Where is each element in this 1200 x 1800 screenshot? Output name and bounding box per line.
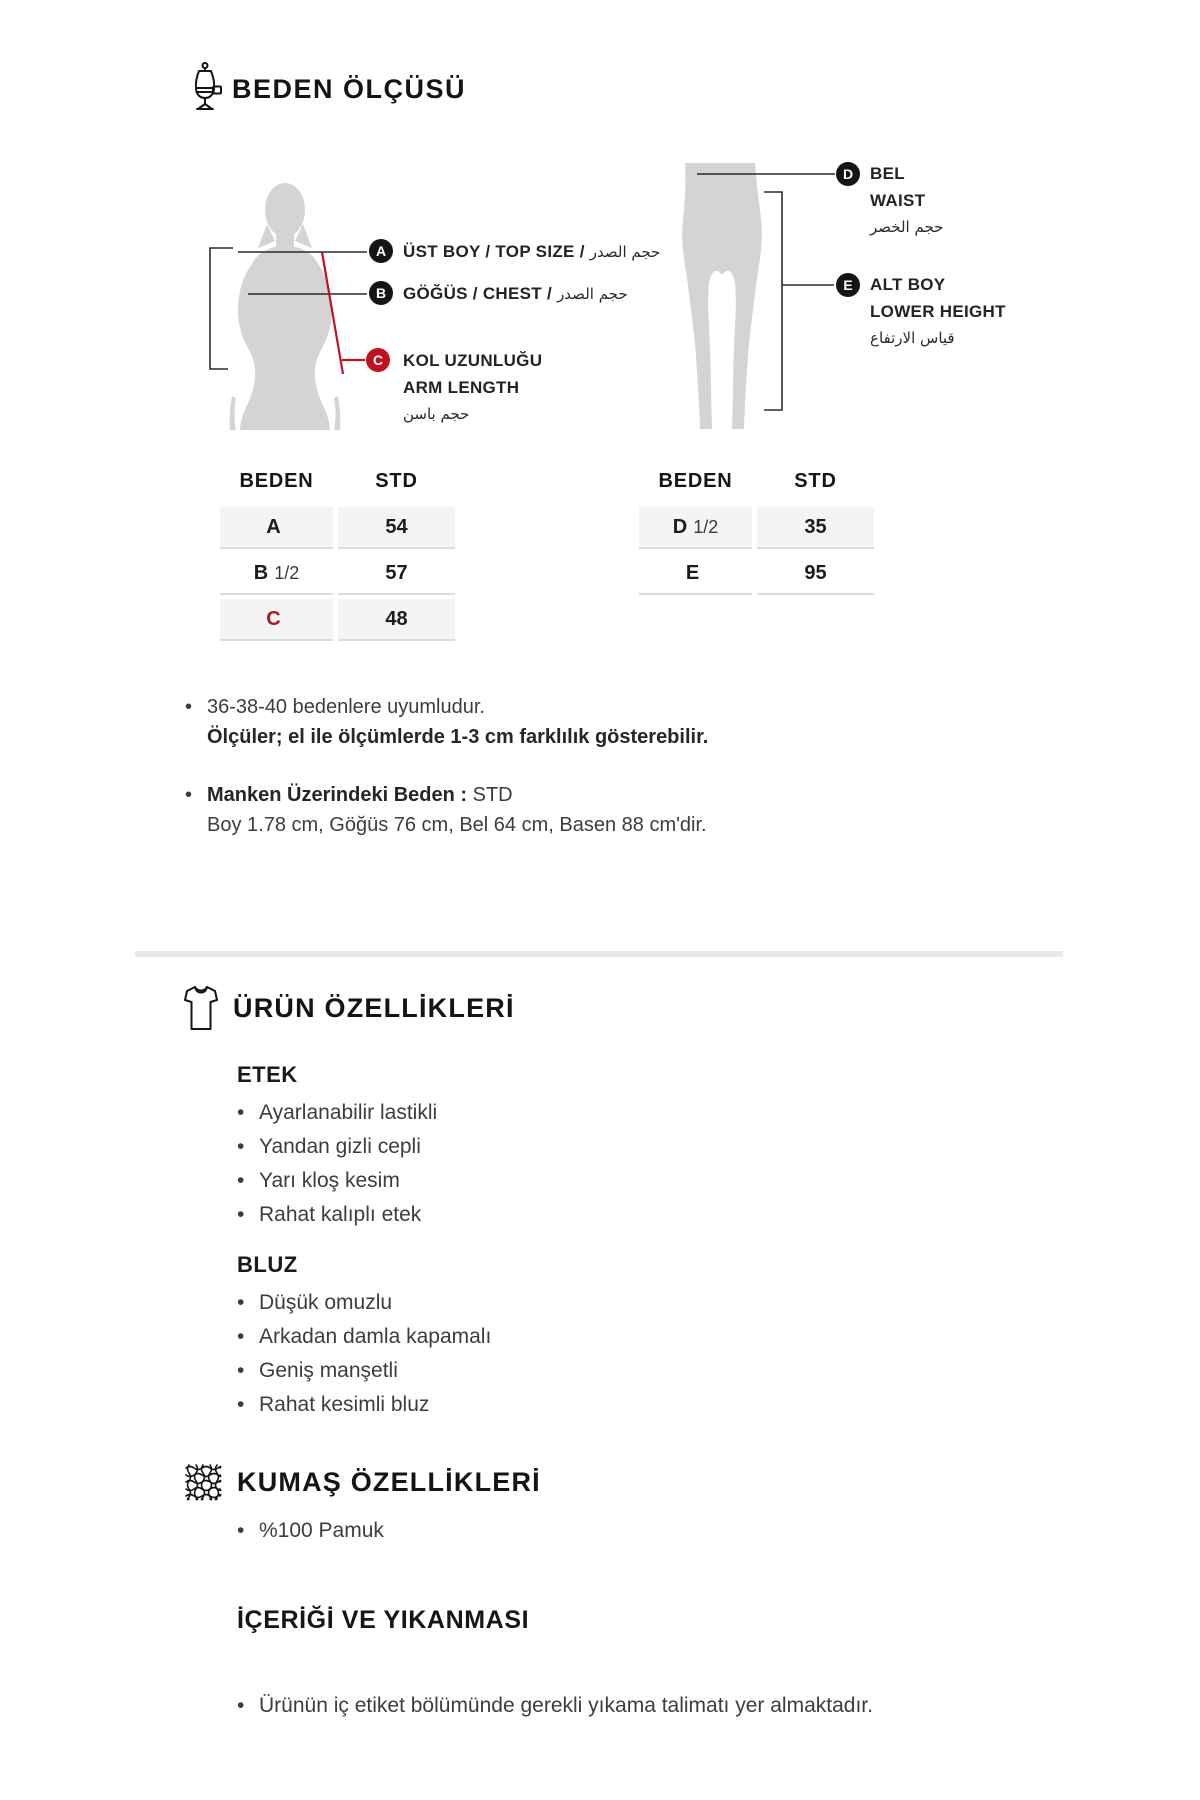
callout-d-line1: BEL bbox=[870, 164, 905, 183]
callout-e-badge: E bbox=[836, 273, 860, 297]
list-item: • Rahat kalıplı etek bbox=[237, 1200, 437, 1234]
note-compatibility bbox=[185, 692, 985, 752]
callout-a-badge: A bbox=[369, 239, 393, 263]
size-label: A bbox=[266, 515, 281, 538]
fabric-title: KUMAŞ ÖZELLİKLERİ bbox=[237, 1466, 541, 1497]
size-label: B bbox=[253, 561, 269, 584]
list-item: • Düşük omuzlu bbox=[237, 1288, 491, 1322]
list-item: • Rahat kesimli bluz bbox=[237, 1390, 491, 1424]
tshirt-icon bbox=[183, 985, 219, 1031]
note-model-size bbox=[185, 780, 985, 840]
size-guide-title: BEDEN ÖLÇÜSÜ bbox=[232, 74, 467, 104]
list-item: • Yandan gizli cepli bbox=[237, 1132, 437, 1166]
callout-e-arabic: قياس الارتفاع bbox=[870, 329, 955, 347]
list-item: • Geniş manşetli bbox=[237, 1356, 491, 1390]
care-title: İÇERİĞİ VE YIKANMASI bbox=[237, 1606, 530, 1634]
callout-a-latin: ÜST BOY / TOP SIZE / bbox=[403, 242, 585, 261]
table-row bbox=[639, 553, 874, 595]
table-row bbox=[220, 507, 455, 549]
table-row bbox=[220, 599, 455, 641]
callout-c-line2: ARM LENGTH bbox=[403, 378, 520, 397]
callout-a-arabic: حجم الصدر bbox=[589, 243, 661, 261]
size-notes bbox=[185, 692, 985, 868]
features-title: ÜRÜN ÖZELLİKLERİ bbox=[233, 992, 515, 1023]
size-fraction: 1/2 bbox=[693, 516, 719, 537]
size-table-top bbox=[220, 470, 455, 645]
section-divider bbox=[135, 951, 1063, 957]
group-etek-title: ETEK bbox=[237, 1062, 298, 1087]
table-header-beden: BEDEN bbox=[239, 470, 314, 492]
features-header bbox=[183, 985, 515, 1031]
size-fraction: 1/2 bbox=[274, 562, 300, 583]
callout-c-badge: C bbox=[366, 348, 390, 372]
callout-a-label bbox=[403, 238, 660, 266]
table-header-std: STD bbox=[375, 470, 418, 492]
list-item: • Yarı kloş kesim bbox=[237, 1166, 437, 1200]
callout-c-line1: KOL UZUNLUĞU bbox=[403, 351, 543, 370]
fabric-weave-icon bbox=[183, 1462, 223, 1502]
table-row bbox=[220, 553, 455, 595]
callout-c-arabic: حجم باسن bbox=[403, 405, 470, 423]
fabric-list bbox=[237, 1516, 384, 1550]
size-value: 35 bbox=[757, 507, 874, 549]
callout-b-latin: GÖĞÜS / CHEST / bbox=[403, 284, 553, 303]
size-value: 95 bbox=[757, 553, 874, 595]
callout-b-label bbox=[403, 280, 628, 308]
note-line: • 36-38-40 bedenlere uyumludur. bbox=[207, 696, 485, 718]
list-item: • %100 Pamuk bbox=[237, 1516, 384, 1550]
callout-b-badge: B bbox=[369, 281, 393, 305]
callout-e-line1: ALT BOY bbox=[870, 275, 946, 294]
legs-silhouette bbox=[682, 163, 762, 429]
callout-e-line2: LOWER HEIGHT bbox=[870, 302, 1006, 321]
list-item: • Ürünün iç etiket bölümünde gerekli yıkama talimatı yer almaktadır. bbox=[237, 1690, 873, 1721]
callout-e-label bbox=[870, 271, 1006, 352]
size-value: 48 bbox=[338, 599, 455, 641]
size-table-bottom bbox=[639, 470, 874, 599]
group-bluz-list bbox=[237, 1288, 491, 1424]
group-bluz-title: BLUZ bbox=[237, 1252, 298, 1277]
callout-d-label bbox=[870, 160, 943, 241]
note-model-label: Manken Üzerindeki Beden : bbox=[207, 784, 468, 806]
torso-silhouette bbox=[230, 183, 341, 430]
note-model-value: STD bbox=[467, 784, 513, 806]
size-label: E bbox=[685, 561, 700, 584]
size-label: C bbox=[266, 607, 281, 630]
list-item: • Ayarlanabilir lastikli bbox=[237, 1098, 437, 1132]
callout-d-badge: D bbox=[836, 162, 860, 186]
size-value: 54 bbox=[338, 507, 455, 549]
note-model-measurements: Boy 1.78 cm, Göğüs 76 cm, Bel 64 cm, Basen 88 cm'dir. bbox=[207, 814, 707, 836]
callout-c-label bbox=[403, 347, 542, 428]
table-header-beden: BEDEN bbox=[658, 470, 733, 492]
care-list bbox=[237, 1690, 873, 1721]
fabric-header bbox=[183, 1462, 541, 1502]
list-item: • Arkadan damla kapamalı bbox=[237, 1322, 491, 1356]
mannequin-icon bbox=[188, 62, 222, 112]
callout-d-line2: WAIST bbox=[870, 191, 926, 210]
size-label: D bbox=[672, 515, 688, 538]
callout-b-arabic: حجم الصدر bbox=[557, 285, 628, 303]
callout-d-arabic: حجم الخصر bbox=[870, 218, 944, 236]
size-value: 57 bbox=[338, 553, 455, 595]
table-header-std: STD bbox=[794, 470, 837, 492]
table-row bbox=[639, 507, 874, 549]
note-line-bold: Ölçüler; el ile ölçümlerde 1-3 cm farklılık gösterebilir. bbox=[207, 726, 709, 748]
group-etek-list bbox=[237, 1098, 437, 1234]
